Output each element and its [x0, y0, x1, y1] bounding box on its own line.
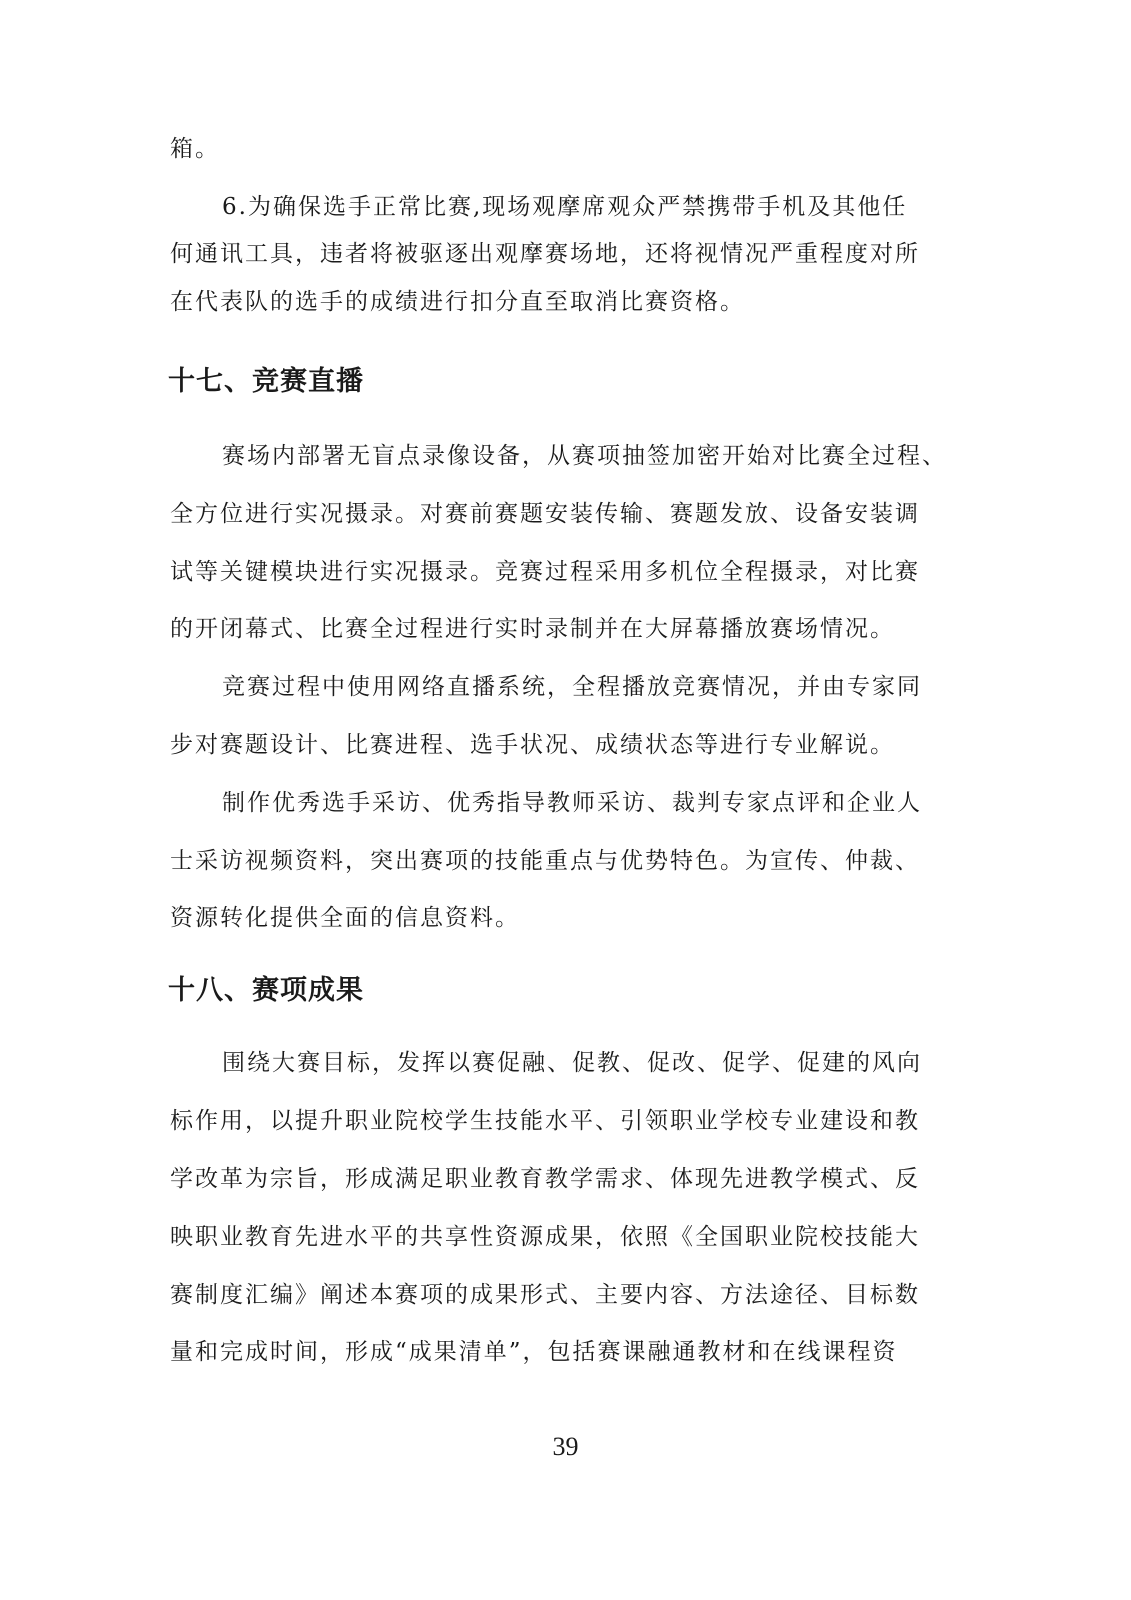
- paragraph-line: 步对赛题设计、比赛进程、选手状况、成绩状态等进行专业解说。: [170, 732, 895, 758]
- paragraph-line: 标作用，以提升职业院校学生技能水平、引领职业学校专业建设和教: [170, 1108, 920, 1134]
- paragraph-line: 全方位进行实况摄录。对赛前赛题安装传输、赛题发放、设备安装调: [170, 501, 920, 527]
- paragraph-line: 士采访视频资料，突出赛项的技能重点与优势特色。为宣传、仲裁、: [170, 848, 920, 874]
- paragraph-line: 映职业教育先进水平的共享性资源成果，依照《全国职业院校技能大: [170, 1224, 920, 1250]
- section-heading-18: 十八、赛项成果: [168, 975, 364, 1006]
- paragraph-line: 试等关键模块进行实况摄录。竞赛过程采用多机位全程摄录，对比赛: [170, 559, 920, 585]
- paragraph-line: 围绕大赛目标，发挥以赛促融、促教、促改、促学、促建的风向: [222, 1050, 922, 1076]
- paragraph-line: 何通讯工具，违者将被驱逐出观摩赛场地，还将视情况严重程度对所: [170, 241, 920, 267]
- paragraph-line: 资源转化提供全面的信息资料。: [170, 905, 520, 931]
- paragraph-line: 在代表队的选手的成绩进行扣分直至取消比赛资格。: [170, 289, 745, 315]
- paragraph-line: 竞赛过程中使用网络直播系统，全程播放竞赛情况，并由专家同: [222, 674, 922, 700]
- paragraph-line: 制作优秀选手采访、优秀指导教师采访、裁判专家点评和企业人: [222, 790, 922, 816]
- paragraph-line: 赛制度汇编》阐述本赛项的成果形式、主要内容、方法途径、目标数: [170, 1282, 920, 1308]
- paragraph-line: 量和完成时间，形成“成果清单”，包括赛课融通教材和在线课程资: [170, 1339, 898, 1365]
- paragraph-line: 的开闭幕式、比赛全过程进行实时录制并在大屏幕播放赛场情况。: [170, 616, 895, 642]
- page-number: 39: [552, 1432, 579, 1461]
- paragraph-line: 箱。: [170, 136, 220, 162]
- section-heading-17: 十七、竞赛直播: [168, 366, 364, 397]
- paragraph-line: 赛场内部署无盲点录像设备，从赛项抽签加密开始对比赛全过程、: [222, 443, 947, 469]
- paragraph-line: 学改革为宗旨，形成满足职业教育教学需求、体现先进教学模式、反: [170, 1166, 920, 1192]
- paragraph-line: 6.为确保选手正常比赛,现场观摩席观众严禁携带手机及其他任: [222, 194, 908, 220]
